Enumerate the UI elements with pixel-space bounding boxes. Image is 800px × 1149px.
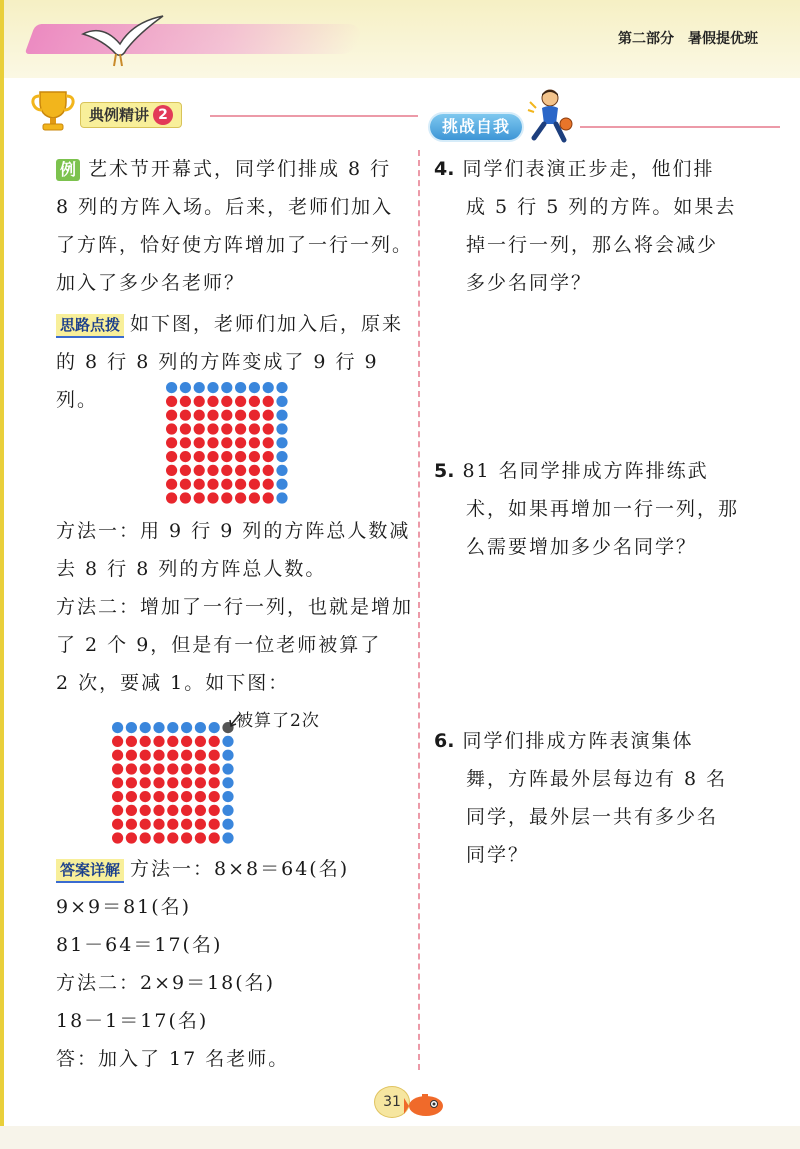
grid-dot: [221, 465, 232, 476]
answer-block: [56, 850, 416, 1078]
grid-dot: [276, 492, 287, 503]
grid-dot: [194, 479, 205, 490]
grid-dot: [153, 777, 164, 788]
example-badge: 例: [56, 159, 80, 181]
method-line: 了 2 个 9，但是有一位老师被算了: [56, 634, 382, 656]
grid-dot: [263, 410, 274, 421]
grid-dot: [249, 479, 260, 490]
grid-dot: [235, 382, 246, 393]
grid-dot: [166, 437, 177, 448]
question-number: 4.: [434, 158, 455, 180]
grid-dot: [221, 396, 232, 407]
grid-dot: [180, 492, 191, 503]
grid-dot: [209, 722, 220, 733]
grid-dot: [195, 777, 206, 788]
grid-dot: [209, 832, 220, 843]
grid-dot: [221, 479, 232, 490]
grid-dot: [181, 750, 192, 761]
grid-dot: [195, 763, 206, 774]
grid-dot: [207, 465, 218, 476]
grid-dot: [140, 791, 151, 802]
grid-dot: [153, 750, 164, 761]
grid-dot: [112, 736, 123, 747]
answer-line: 18－1＝17(名): [56, 1010, 209, 1032]
grid-dot: [180, 465, 191, 476]
grid-dot: [167, 791, 178, 802]
hint-line: 的 8 行 8 列的方阵变成了 9 行 9 列。: [56, 351, 379, 411]
grid-dot: [181, 832, 192, 843]
grid-dot: [222, 736, 233, 747]
grid-dot: [194, 410, 205, 421]
grid-dot: [263, 423, 274, 434]
hint-line: 思路点拨 如下图，老师们加入后，原来: [56, 305, 416, 343]
grid-dot: [263, 396, 274, 407]
header-title: 暑假提优班: [688, 31, 758, 47]
section-rule: [580, 126, 780, 128]
header-text: [618, 28, 758, 48]
runner-boy-icon: [524, 88, 574, 144]
grid-dot: [166, 396, 177, 407]
grid-dot: [140, 722, 151, 733]
grid-dot: [222, 777, 233, 788]
grid-dot: [221, 410, 232, 421]
hint-tag: 思路点拨: [56, 314, 124, 338]
grid-dot: [195, 722, 206, 733]
grid-dot: [166, 382, 177, 393]
grid-dot: [263, 437, 274, 448]
grid-dot: [126, 805, 137, 816]
grid-dot: [112, 791, 123, 802]
grid-dot: [209, 805, 220, 816]
grid-dot: [276, 423, 287, 434]
grid-dot: [235, 423, 246, 434]
grid-dot: [207, 451, 218, 462]
submarine-fish-icon: [404, 1092, 446, 1118]
example-line: 加入了多少名老师？: [56, 272, 246, 294]
grid-dot: [209, 819, 220, 830]
grid-dot: [235, 465, 246, 476]
grid-dot: [207, 492, 218, 503]
grid-dot: [166, 465, 177, 476]
grid-dot: [181, 791, 192, 802]
grid-dot: [195, 832, 206, 843]
double-count-note: 被算了2次: [236, 711, 320, 731]
grid-dot: [276, 396, 287, 407]
grid-dot: [180, 396, 191, 407]
grid-dot: [276, 465, 287, 476]
grid-dot: [167, 763, 178, 774]
grid-dot: [221, 382, 232, 393]
grid-dot: [140, 750, 151, 761]
grid-dot: [194, 423, 205, 434]
method-line: 2 次，要减 1。如下图：: [56, 672, 290, 694]
grid-dot: [263, 451, 274, 462]
grid-dot: [180, 437, 191, 448]
grid-dot: [167, 819, 178, 830]
header-part: 第二部分: [618, 31, 674, 47]
grid-dot: [249, 437, 260, 448]
grid-dot: [207, 396, 218, 407]
grid-dot: [180, 479, 191, 490]
page-edge: [0, 0, 4, 1149]
grid-dot: [222, 763, 233, 774]
page-number: 31: [374, 1086, 410, 1118]
grid-dot: [195, 750, 206, 761]
seagull-icon: [78, 14, 168, 74]
answer-line: 答案详解 方法一：8×8＝64(名): [56, 850, 416, 888]
grid-dot: [140, 763, 151, 774]
answer-line: 81－64＝17(名): [56, 934, 223, 956]
grid-dot: [235, 492, 246, 503]
grid-dot: [194, 492, 205, 503]
grid-dot: [263, 382, 274, 393]
question-number: 5.: [434, 460, 455, 482]
grid-dot: [194, 465, 205, 476]
grid-dot: [166, 423, 177, 434]
dot-grid-corner: [112, 722, 242, 846]
grid-dot: [249, 410, 260, 421]
grid-dot: [235, 396, 246, 407]
grid-dot: [222, 819, 233, 830]
example-line: 例 艺术节开幕式，同学们排成 8 行: [56, 150, 416, 188]
grid-dot: [222, 791, 233, 802]
trophy-icon: [30, 88, 76, 132]
grid-dot: [180, 451, 191, 462]
grid-dot: [167, 750, 178, 761]
grid-dot: [276, 451, 287, 462]
grid-dot: [194, 396, 205, 407]
challenge-title: 挑战自我: [430, 114, 522, 140]
grid-dot: [209, 750, 220, 761]
grid-dot: [194, 437, 205, 448]
question-6: 6. 同学们排成方阵表演集体 舞，方阵最外层每边有 8 名 同学，最外层一共有多少名 同学？: [434, 730, 728, 866]
grid-dot: [153, 722, 164, 733]
grid-dot: [181, 777, 192, 788]
grid-dot: [166, 410, 177, 421]
question-number: 6.: [434, 730, 455, 752]
grid-dot: [126, 736, 137, 747]
method-line: 方法二：增加了一行一列，也就是增加: [56, 596, 414, 618]
answer-line: 答：加入了 17 名老师。: [56, 1048, 290, 1070]
grid-dot: [167, 736, 178, 747]
grid-dot: [180, 423, 191, 434]
header-decoration: [25, 24, 366, 54]
grid-dot: [126, 777, 137, 788]
grid-dot: [112, 777, 123, 788]
grid-dot: [112, 805, 123, 816]
grid-dot: [180, 382, 191, 393]
grid-dot: [263, 465, 274, 476]
section-number-badge: 2: [153, 105, 173, 125]
section-title-left: [80, 102, 182, 128]
section-rule: [210, 115, 418, 117]
grid-dot: [194, 451, 205, 462]
grid-dot: [166, 451, 177, 462]
grid-dot: [195, 736, 206, 747]
grid-dot: [221, 492, 232, 503]
grid-dot: [166, 479, 177, 490]
grid-dot: [249, 396, 260, 407]
grid-dot: [112, 763, 123, 774]
grid-dot: [249, 382, 260, 393]
grid-dot: [221, 423, 232, 434]
grid-dot: [249, 492, 260, 503]
grid-dot: [140, 777, 151, 788]
grid-dot: [235, 451, 246, 462]
grid-dot: [209, 763, 220, 774]
grid-dot: [112, 819, 123, 830]
grid-dot: [140, 736, 151, 747]
grid-dot: [181, 736, 192, 747]
grid-dot: [126, 791, 137, 802]
grid-dot: [181, 722, 192, 733]
grid-dot: [112, 750, 123, 761]
grid-dot: [263, 492, 274, 503]
answer-tag: 答案详解: [56, 859, 124, 883]
grid-dot: [209, 736, 220, 747]
grid-dot: [276, 437, 287, 448]
grid-dot: [140, 805, 151, 816]
grid-dot: [167, 832, 178, 843]
grid-dot: [167, 722, 178, 733]
grid-dot: [207, 410, 218, 421]
answer-line: 9×9＝81(名): [56, 896, 192, 918]
grid-dot: [126, 722, 137, 733]
dot-grid-9x9: [166, 382, 296, 506]
grid-dot: [126, 819, 137, 830]
grid-dot: [112, 722, 123, 733]
question-4: 4. 同学们表演正步走，他们排 成 5 行 5 列的方阵。如果去 掉一行一列，那么将会减少 多少名同学？: [434, 158, 737, 294]
grid-dot: [153, 819, 164, 830]
grid-dot: [235, 479, 246, 490]
grid-dot: [207, 382, 218, 393]
grid-dot: [195, 791, 206, 802]
grid-dot: [195, 805, 206, 816]
grid-dot: [249, 465, 260, 476]
grid-dot: [249, 423, 260, 434]
grid-dot: [235, 410, 246, 421]
grid-dot: [222, 832, 233, 843]
question-5: 5. 81 名同学排成方阵排练武 术，如果再增加一行一列，那 么需要增加多少名同学？: [434, 460, 740, 558]
grid-dot: [249, 451, 260, 462]
grid-dot: [276, 479, 287, 490]
grid-dot: [153, 832, 164, 843]
methods-block: [56, 512, 416, 702]
grid-dot: [222, 750, 233, 761]
grid-dot: [181, 763, 192, 774]
example-line: 了方阵，恰好使方阵增加了一行一列。: [56, 234, 414, 256]
grid-dot: [180, 410, 191, 421]
grid-dot: [153, 791, 164, 802]
grid-dot: [167, 777, 178, 788]
grid-dot: [209, 777, 220, 788]
grid-dot: [126, 750, 137, 761]
grid-dot: [209, 791, 220, 802]
grid-dot: [276, 410, 287, 421]
grid-dot: [153, 763, 164, 774]
grid-dot: [221, 451, 232, 462]
grid-dot: [140, 819, 151, 830]
grid-dot: [195, 819, 206, 830]
grid-dot: [263, 479, 274, 490]
grid-dot: [221, 437, 232, 448]
method-line: 去 8 行 8 列的方阵总人数。: [56, 558, 327, 580]
grid-dot: [126, 832, 137, 843]
grid-dot: [207, 423, 218, 434]
grid-dot: [276, 382, 287, 393]
grid-dot: [153, 805, 164, 816]
page-footer: [0, 1126, 800, 1149]
grid-dot: [140, 832, 151, 843]
grid-dot: [153, 736, 164, 747]
section-title-text: 典例精讲: [89, 106, 150, 124]
example-block: [56, 150, 416, 302]
grid-dot: [181, 819, 192, 830]
grid-dot: [207, 437, 218, 448]
grid-dot: [194, 382, 205, 393]
grid-dot: [112, 832, 123, 843]
method-line: 方法一：用 9 行 9 列的方阵总人数减: [56, 520, 411, 542]
answer-line: 方法二：2×9＝18(名): [56, 972, 276, 994]
grid-dot: [222, 805, 233, 816]
example-line: 8 列的方阵入场。后来，老师们加入: [56, 196, 394, 218]
section-header-left: [30, 88, 420, 138]
grid-dot: [167, 805, 178, 816]
grid-dot: [181, 805, 192, 816]
grid-dot: [126, 763, 137, 774]
grid-dot: [166, 492, 177, 503]
grid-dot: [207, 479, 218, 490]
section-header-right: [430, 88, 780, 148]
column-divider: [418, 150, 420, 1070]
grid-dot: [235, 437, 246, 448]
